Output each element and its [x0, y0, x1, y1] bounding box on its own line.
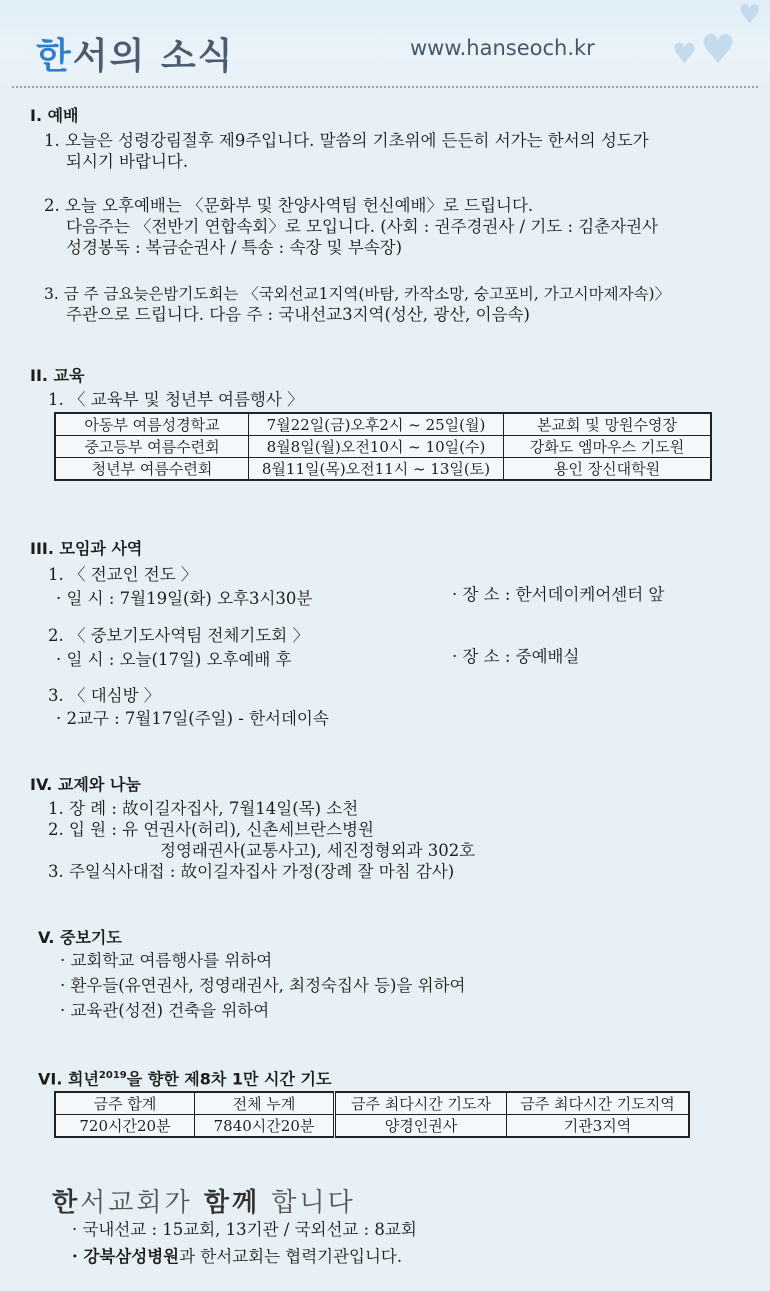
closing-title [52, 1182, 356, 1219]
table-row [55, 1115, 689, 1138]
table-cell: 720시간20분 [55, 1115, 195, 1138]
table-cell: 기관3지역 [507, 1115, 690, 1138]
table-cell: 용인 장신대학원 [504, 458, 712, 481]
table-row [55, 436, 711, 458]
table-cell: 8월11일(목)오전11시 ~ 13일(토) [249, 458, 504, 481]
table-row [55, 413, 711, 436]
worship-line: 되시기 바랍니다. [66, 152, 189, 171]
closing-title-part: 한 [52, 1188, 81, 1218]
meeting-title: 3. 〈 대심방 〉 [48, 686, 161, 705]
meeting-title: 2. 〈 중보기도사역팀 전체기도회 〉 [48, 626, 309, 645]
table-cell: 7월22일(금)오후2시 ~ 25일(월) [249, 413, 504, 436]
prayer-hours-table [54, 1091, 690, 1138]
closing-title-part: 서교회가 [80, 1188, 204, 1218]
table-header-cell: 전체 누계 [195, 1092, 335, 1115]
table-row [55, 458, 711, 481]
intercession-line: · 교회학교 여름행사를 위하여 [60, 951, 273, 970]
heart-icon: ♥ [700, 27, 736, 73]
meeting-title: 1. 〈 전교인 전도 〉 [48, 565, 198, 584]
fellowship-line: 2. 입 원 : 유 연권사(허리), 신촌세브란스병원 [48, 820, 374, 839]
mission-summary: · 국내선교 : 15교회, 13기관 / 국외선교 : 8교회 [72, 1220, 417, 1239]
meeting-place: · 장 소 : 중예배실 [452, 647, 580, 666]
section-heading-education: II. 교육 [30, 366, 85, 385]
table-cell: 양경인권사 [335, 1115, 507, 1138]
table-cell: 중고등부 여름수련회 [55, 436, 249, 458]
page-title-highlight: 한 [36, 36, 73, 77]
closing-title-part: 함께 [203, 1188, 261, 1218]
partner-note-rest: 과 한서교회는 협력기관입니다. [179, 1247, 403, 1266]
table-cell: 아동부 여름성경학교 [55, 413, 249, 436]
partner-note [72, 1247, 402, 1267]
education-item-title: 1. 〈 교육부 및 청년부 여름행사 〉 [48, 390, 304, 409]
fellowship-line: 3. 주일식사대접 : 故이길자집사 가정(장례 잘 마침 감사) [48, 862, 455, 881]
worship-line: 성경봉독 : 복금순권사 / 특송 : 속장 및 부속장) [66, 238, 403, 257]
section-heading-prayer [38, 1066, 331, 1089]
partner-hospital: · 강북삼성병원 [72, 1247, 180, 1266]
table-header-cell: 금주 최다시간 기도지역 [507, 1092, 690, 1115]
section-heading-worship: I. 예배 [30, 106, 79, 125]
meeting-time: · 일 시 : 오늘(17일) 오후예배 후 [56, 650, 292, 669]
worship-line: 3. 금 주 금요늦은밤기도회는 〈국외선교1지역(바탐, 카작소망, 숭고포비, 가고시마제자속)〉 [44, 285, 671, 303]
meeting-place: · 장 소 : 한서데이케어센터 앞 [452, 585, 665, 604]
section-heading-meetings: III. 모임과 사역 [30, 539, 143, 558]
intercession-line: · 환우들(유연권사, 정영래권사, 최정숙집사 등)을 위하여 [60, 976, 466, 995]
education-schedule-table [54, 412, 712, 481]
prayer-heading-prefix: VI. 희년 [38, 1069, 99, 1089]
table-cell: 강화도 엠마우스 기도원 [504, 436, 712, 458]
heart-icon: ♥ [738, 0, 762, 30]
table-header-cell: 금주 합계 [55, 1092, 195, 1115]
closing-title-part: 합니다 [260, 1188, 356, 1218]
website-url[interactable]: www.hanseoch.kr [410, 36, 595, 60]
table-cell: 7840시간20분 [195, 1115, 335, 1138]
heart-icon: ♥ [672, 37, 698, 70]
worship-line: 주관으로 드립니다. 다음 주 : 국내선교3지역(성산, 광산, 이음속) [66, 305, 530, 324]
intercession-line: · 교육관(성전) 건축을 위하여 [60, 1001, 270, 1020]
section-heading-fellowship: IV. 교제와 나눔 [30, 775, 141, 794]
table-header-cell: 금주 최다시간 기도자 [335, 1092, 507, 1115]
page-title-rest: 서의 소식 [72, 36, 235, 77]
prayer-heading-suffix: 을 향한 제8차 1만 시간 기도 [126, 1069, 332, 1089]
table-cell: 청년부 여름수련회 [55, 458, 249, 481]
table-cell: 본교회 및 망원수영장 [504, 413, 712, 436]
table-header-row [55, 1092, 689, 1115]
worship-line: 1. 오늘은 성령강림절후 제9주입니다. 말씀의 기초위에 든든히 서가는 한서의 성도가 [44, 131, 649, 150]
fellowship-line: 1. 장 례 : 故이길자집사, 7월14일(목) 소천 [48, 799, 359, 818]
worship-line: 다음주는 〈전반기 연합속회〉로 모입니다. (사회 : 권주경권사 / 기도 : 김춘자권사 [66, 217, 658, 236]
fellowship-line: 정영래권사(교통사고), 세진정형외과 302호 [160, 841, 476, 860]
meeting-time: · 일 시 : 7월19일(화) 오후3시30분 [56, 589, 313, 608]
section-heading-intercession: V. 중보기도 [38, 928, 122, 947]
worship-line: 2. 오늘 오후예배는 〈문화부 및 찬양사역팀 헌신예배〉로 드립니다. [44, 196, 534, 215]
prayer-heading-year: 2019 [98, 1070, 127, 1081]
table-cell: 8월8일(월)오전10시 ~ 10일(수) [249, 436, 504, 458]
meeting-detail: · 2교구 : 7월17일(주일) - 한서데이속 [56, 709, 329, 728]
